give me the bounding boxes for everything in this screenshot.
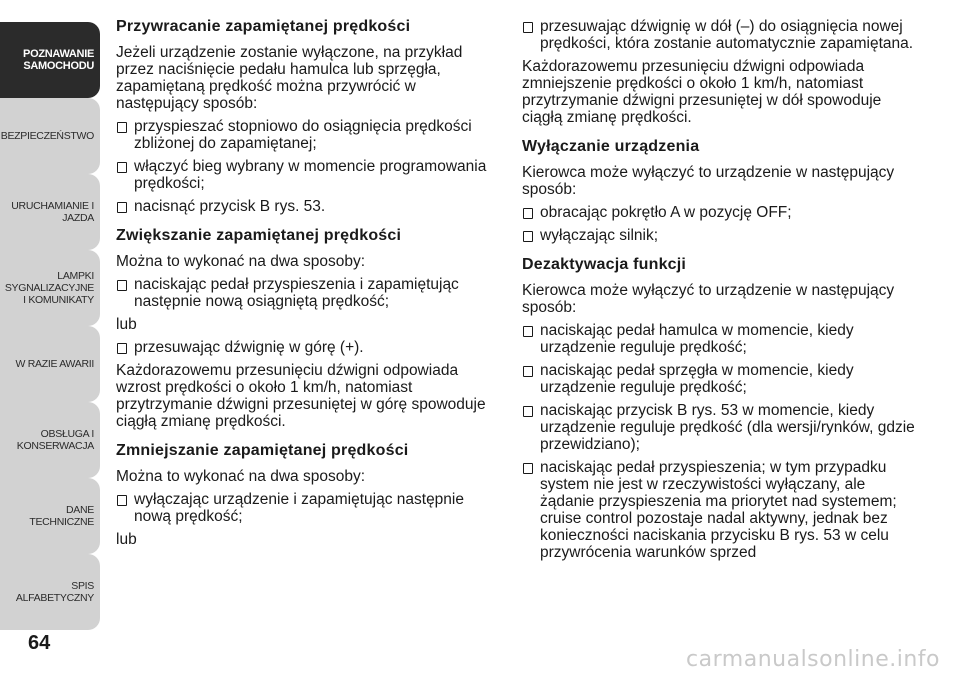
paragraph: lub: [116, 531, 137, 548]
section-title: Zmniejszanie zapamiętanej prędkości: [116, 442, 409, 459]
list-item: naciskając pedał przyspieszenia i zapamiętując następnie nową osiągniętą prędkość;: [116, 276, 492, 310]
list-item: naciskając pedał sprzęgła w momencie, kiedy urządzenie reguluje prędkość;: [522, 362, 922, 396]
list-item: naciskając pedał hamulca w momencie, kiedy urządzenie reguluje prędkość;: [522, 322, 922, 356]
section-title: Przywracanie zapamiętanej prędkości: [116, 18, 411, 35]
tab-poznawanie-samochodu[interactable]: POZNAWANIE SAMOCHODU: [0, 22, 100, 98]
list-item: przyspieszać stopniowo do osiągnięcia prędkości zbliżonej do zapamiętanej;: [116, 118, 492, 152]
tab-bezpieczenstwo[interactable]: BEZPIECZEŃSTWO: [0, 98, 100, 174]
page-number: 64: [28, 632, 51, 654]
list-item: włączyć bieg wybrany w momencie programowania prędkości;: [116, 158, 492, 192]
list-item: przesuwając dźwignię w dół (–) do osiągnięcia nowej prędkości, która zostanie automatycznie zapamiętana.: [522, 18, 922, 52]
section-title: Wyłączanie urządzenia: [522, 138, 700, 155]
paragraph: Można to wykonać na dwa sposoby:: [116, 253, 365, 270]
list-item: naciskając przycisk B rys. 53 w momencie, kiedy urządzenie reguluje prędkość (dla wersji/rynków, gdzie przewidziano);: [522, 402, 922, 453]
bullet-list: [116, 276, 492, 310]
paragraph: Można to wykonać na dwa sposoby:: [116, 468, 365, 485]
paragraph: Kierowca może wyłączyć to urządzenie w następujący sposób:: [522, 164, 895, 198]
tab-dane-techniczne[interactable]: DANE TECHNICZNE: [0, 478, 100, 554]
section-title: Zwiększanie zapamiętanej prędkości: [116, 227, 402, 244]
list-item: wyłączając urządzenie i zapamiętując następnie nową prędkość;: [116, 491, 492, 525]
bullet-list: [522, 204, 922, 244]
bullet-list: [522, 18, 922, 52]
paragraph: Każdorazowemu przesunięciu dźwigni odpowiada wzrost prędkości o około 1 km/h, natomiast przytrzymanie dźwigni przesuniętej w górę spowoduje ciągłą zmianę prędkości.: [116, 362, 486, 430]
paragraph: Jeżeli urządzenie zostanie wyłączone, na przykład przez naciśnięcie pedału hamulca lub sprzęgła, zapamiętaną prędkość można przywrócić w następujący sposób:: [116, 44, 463, 112]
list-item: przesuwając dźwignię w górę (+).: [116, 339, 492, 356]
tab-lampki-sygnalizacyjne[interactable]: LAMPKI SYGNALIZACYJNE I KOMUNIKATY: [0, 250, 100, 326]
tab-obsluga-i-konserwacja[interactable]: OBSŁUGA I KONSERWACJA: [0, 402, 100, 478]
bullet-list: [116, 491, 492, 525]
list-item: nacisnąć przycisk B rys. 53.: [116, 198, 492, 215]
paragraph: lub: [116, 316, 137, 333]
list-item: wyłączając silnik;: [522, 227, 922, 244]
tab-w-razie-awarii[interactable]: W RAZIE AWARII: [0, 326, 100, 402]
right-column: [522, 18, 922, 567]
tab-spis-alfabetyczny[interactable]: SPIS ALFABETYCZNY: [0, 554, 100, 630]
bullet-list: [116, 339, 492, 356]
left-column: [116, 18, 492, 554]
section-title: Dezaktywacja funkcji: [522, 256, 687, 273]
list-item: naciskając pedał przyspieszenia; w tym przypadku system nie jest w rzeczywistości wyłączany, ale żądanie przyspieszenia ma priorytet nad systemem; cruise control pozostaje nadal aktywny, jednak bez konieczności naciskania przycisku B rys. 53 w celu przywrócenia warunków sprzed: [522, 459, 922, 561]
paragraph: Kierowca może wyłączyć to urządzenie w następujący sposób:: [522, 282, 895, 316]
paragraph: Każdorazowemu przesunięciu dźwigni odpowiada zmniejszenie prędkości o około 1 km/h, natomiast przytrzymanie dźwigni przesuniętej w dół spowoduje ciągłą zmianę prędkości.: [522, 58, 882, 126]
bullet-list: [522, 322, 922, 561]
bullet-list: [116, 118, 492, 215]
tab-uruchamianie-i-jazda[interactable]: URUCHAMIANIE I JAZDA: [0, 174, 100, 250]
list-item: obracając pokrętło A w pozycję OFF;: [522, 204, 922, 221]
watermark: carmanualsonline.info: [686, 647, 940, 672]
